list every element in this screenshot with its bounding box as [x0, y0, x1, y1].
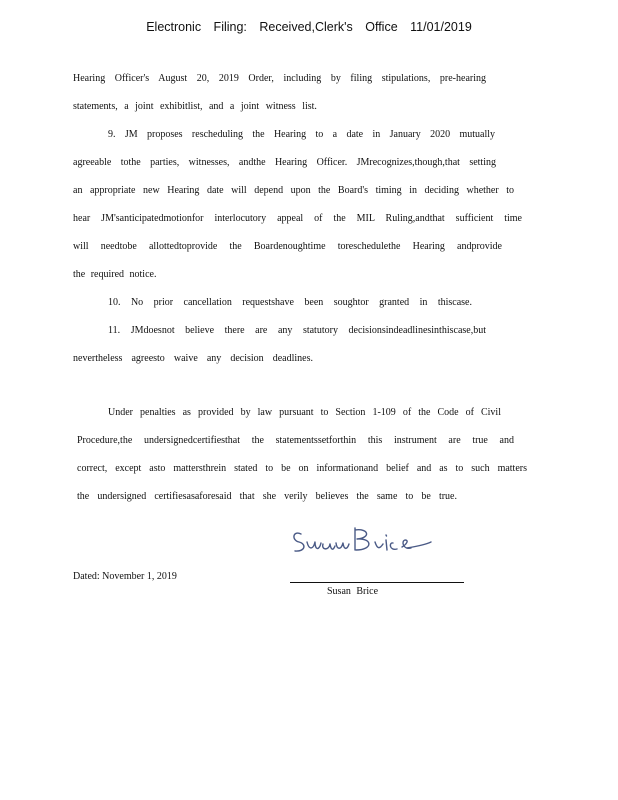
body-line: 11. JMdoesnot believe there are any statutory decisionsindeadlinesinthiscase,but: [108, 325, 486, 336]
body-line: 9. JM proposes rescheduling the Hearing to a date in January 2020 mutually: [108, 129, 495, 140]
certification-line: the undersigned certifiesasaforesaid that she verily believes the same to be true.: [77, 491, 457, 502]
signer-name: Susan Brice: [327, 586, 379, 597]
body-line: nevertheless agreesto waive any decision deadlines.: [73, 353, 313, 364]
certification-line: Under penalties as provided by law pursuant to Section 1-109 of the Code of Civil: [108, 407, 501, 418]
body-line: statements, a joint exhibitlist, and a joint witness list.: [73, 101, 317, 112]
body-line: an appropriate new Hearing date will depend upon the Board's timing in deciding whether to: [73, 185, 514, 196]
body-line: agreeable tothe parties, witnesses, andthe Hearing Officer. JMrecognizes,though,that setting: [73, 157, 496, 168]
filing-stamp: Electronic Filing: Received,Clerk's Office 11/01/2019: [146, 20, 472, 34]
certification-line: Procedure,the undersignedcertifiesthat the statementssetforthin this instrument are true and: [77, 435, 514, 446]
dated-line: Dated: November 1, 2019: [73, 571, 177, 582]
body-line: will needtobe allottedtoprovide the Boardenoughtime toreschedulethe Hearing andprovide: [73, 241, 502, 252]
signature-line: [290, 582, 464, 583]
certification-line: correct, except asto mattersthrein stated to be on informationand belief and as to such matters: [77, 463, 527, 474]
body-line: 10. No prior cancellation requestshave been soughtor granted in thiscase.: [108, 297, 472, 308]
body-line: Hearing Officer's August 20, 2019 Order, including by filing stipulations, pre-hearing: [73, 73, 486, 84]
body-line: the required notice.: [73, 269, 157, 280]
body-line: hear JM'santicipatedmotionfor interlocutory appeal of the MIL Ruling,andthat sufficient time: [73, 213, 522, 224]
handwritten-signature: [289, 520, 439, 560]
